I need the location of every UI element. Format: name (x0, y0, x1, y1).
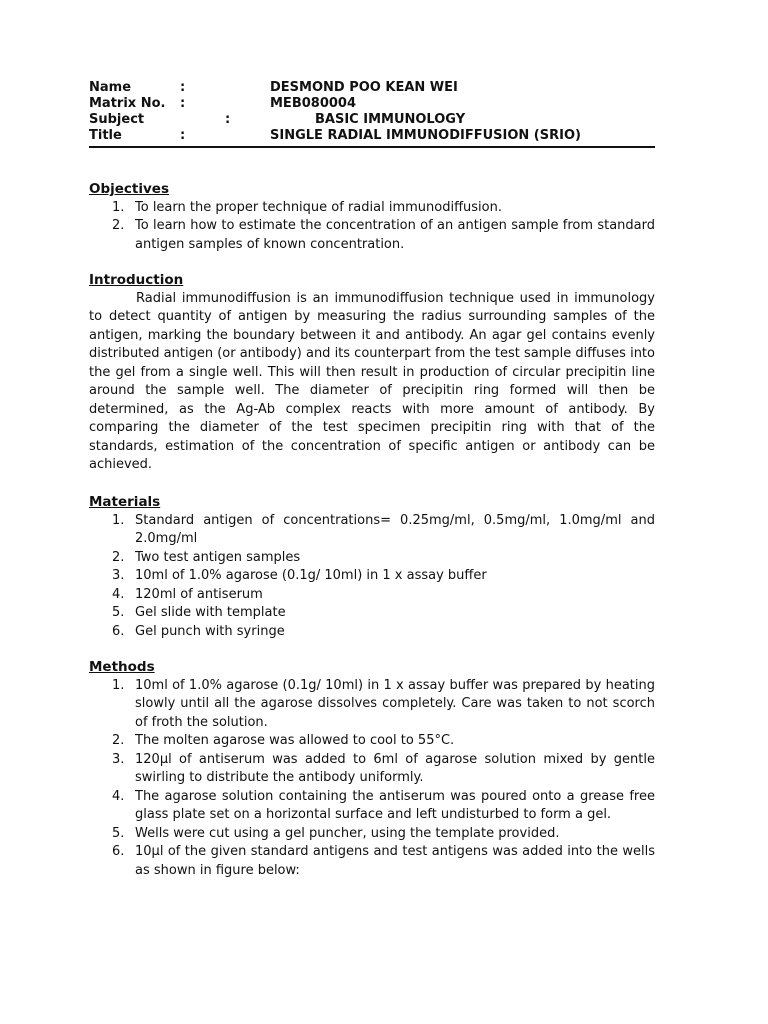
title-value: SINGLE RADIAL IMMUNODIFFUSION (SRIO) (270, 128, 581, 143)
objectives-section (89, 180, 655, 254)
list-item (89, 549, 655, 568)
item-number: 3. (112, 751, 125, 767)
objectives-heading: Objectives (89, 181, 169, 197)
methods-section (89, 658, 655, 880)
subject-label: Subject (89, 112, 145, 127)
name-value: DESMOND POO KEAN WEI (270, 80, 458, 95)
item-number: 1. (112, 512, 125, 528)
item-text: 10ml of 1.0% agarose (0.1g/ 10ml) in 1 x assay buffer was prepared by heating slowly until all the agarose dissolves completely. Care was taken to not scorch of froth the solution. (135, 677, 655, 730)
colon: : (225, 112, 231, 127)
introduction-section (89, 271, 655, 475)
header-block (89, 80, 655, 144)
item-number: 5. (112, 825, 125, 841)
list-item (89, 512, 655, 549)
item-text: 10µl of the given standard antigens and test antigens was added into the wells as shown in figure below: (135, 844, 655, 878)
header-row-name (89, 80, 655, 96)
item-text: 120ml of antiserum (135, 586, 263, 602)
materials-heading: Materials (89, 494, 161, 510)
item-number: 1. (112, 677, 125, 693)
list-item (89, 677, 655, 733)
subject-value: BASIC IMMUNOLOGY (315, 112, 466, 127)
name-label: Name (89, 80, 132, 95)
list-item (89, 843, 655, 880)
list-item (89, 199, 655, 218)
list-item (89, 586, 655, 605)
item-number: 2. (112, 549, 125, 565)
item-text: The agarose solution containing the antiserum was poured onto a grease free glass plate set on a horizontal surface and left undisturbed to form a gel. (135, 788, 655, 822)
item-text: To learn the proper technique of radial immunodiffusion. (135, 199, 502, 215)
colon: : (180, 96, 186, 111)
header-row-subject (89, 112, 655, 128)
item-text: 10ml of 1.0% agarose (0.1g/ 10ml) in 1 x assay buffer (135, 568, 487, 583)
list-item (89, 567, 655, 586)
header-row-title (89, 128, 655, 144)
item-number: 5. (112, 605, 125, 620)
item-text: 120µl of antiserum was added to 6ml of agarose solution mixed by gentle swirling to distribute the antibody uniformly. (135, 751, 655, 785)
list-item (89, 217, 655, 254)
item-number: 3. (112, 568, 125, 583)
item-text: To learn how to estimate the concentration of an antigen sample from standard antigen samples of known concentration. (135, 218, 655, 252)
introduction-heading: Introduction (89, 272, 184, 288)
list-item (89, 732, 655, 751)
list-item (89, 825, 655, 844)
list-item (89, 788, 655, 825)
item-text: Gel slide with template (135, 605, 286, 620)
colon: : (180, 128, 186, 143)
item-text: Gel punch with syringe (135, 623, 285, 639)
item-text: Two test antigen samples (135, 549, 301, 565)
matrix-label: Matrix No. (89, 96, 166, 111)
list-item (89, 604, 655, 623)
methods-heading: Methods (89, 659, 155, 675)
matrix-value: MEB080004 (270, 96, 356, 111)
colon: : (180, 80, 186, 95)
list-item (89, 623, 655, 642)
item-number: 2. (112, 733, 125, 748)
item-number: 4. (112, 788, 125, 804)
item-number: 4. (112, 586, 125, 602)
item-number: 6. (112, 844, 125, 859)
materials-section (89, 493, 655, 641)
item-number: 2. (112, 218, 125, 233)
item-number: 1. (112, 199, 125, 215)
title-label: Title (89, 128, 122, 143)
item-text: Wells were cut using a gel puncher, using the template provided. (135, 825, 560, 841)
item-text: The molten agarose was allowed to cool to 55°C. (135, 733, 455, 748)
item-number: 6. (112, 623, 125, 639)
introduction-paragraph: Radial immunodiffusion is an immunodiffusion technique used in immunology to detect quantity of antigen by measuring the radius surrounding samples of the antigen, marking the boundary between it and antibody. An agar gel contains evenly distributed antigen (or antibody) and its counterpart from the test sample diffuses into the gel from a single well. This will then result in production of circular precipitin line around the sample well. The diameter of precipitin ring formed will then be determined, as the Ag-Ab complex reacts with more amount of antibody. By comparing the diameter of the test specimen precipitin ring with that of the standards, estimation of the concentration of specific antigen or antibody can be achieved. (89, 290, 655, 472)
header-row-matrix (89, 96, 655, 112)
item-text: Standard antigen of concentrations= 0.25mg/ml, 0.5mg/ml, 1.0mg/ml and 2.0mg/ml (135, 512, 655, 546)
header-divider (89, 146, 655, 148)
list-item (89, 751, 655, 788)
